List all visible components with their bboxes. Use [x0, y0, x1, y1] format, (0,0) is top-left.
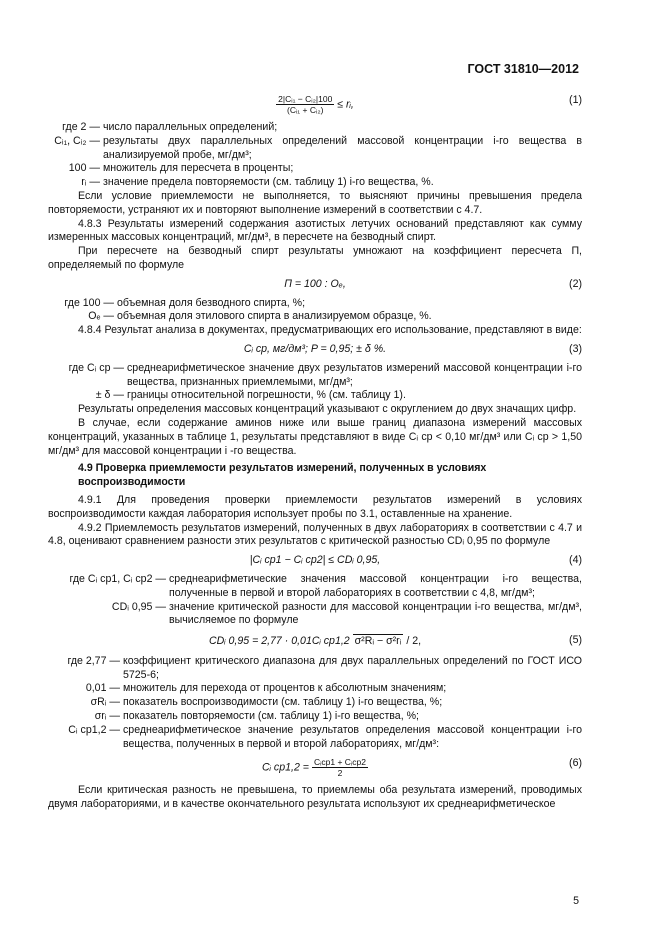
definition-row [48, 297, 582, 311]
formula-5-number: (5) [569, 634, 582, 647]
formula-6-number: (6) [569, 757, 582, 770]
definition-row [48, 162, 582, 176]
definition-text: показатель воспроизводимости (см. таблицу 1) i-го вещества, %; [123, 696, 443, 709]
formula-6-numerator: Cᵢср1 + Cᵢср2 [313, 757, 366, 768]
definition-text: среднеарифметическое значение результатов определения массовой концентрации i-го вещества, полученных в первой и второй лабораториях, мг/дм³: [123, 723, 582, 750]
definition-row [48, 310, 582, 324]
definition-text: значение предела повторяемости (см. таблицу 1) i-го вещества, %. [103, 176, 434, 189]
formula-1-denominator: (Cᵢ₁ + Cᵢ₂) [287, 105, 324, 115]
formula-1-fraction [276, 94, 334, 115]
definition-row [48, 121, 582, 135]
formula-5 [48, 634, 582, 649]
definitions-3 [48, 362, 582, 403]
definition-label: CDᵢ 0,95 — [111, 600, 166, 613]
definition-text: число параллельных определений; [103, 121, 278, 133]
definition-label: где Cᵢ ср — [68, 361, 124, 374]
formula-3-expression: Cᵢ ср, мг/дм³; P = 0,95; ± δ %. [243, 342, 387, 355]
standard-code: ГОСТ 31810—2012 [467, 62, 579, 76]
definition-row [48, 389, 582, 403]
page-number: 5 [573, 895, 579, 907]
formula-4 [48, 554, 582, 568]
definition-text: объемная доля безводного спирта, %; [117, 296, 306, 309]
formula-1-number: (1) [569, 94, 582, 106]
definition-row [48, 696, 582, 710]
definition-row [48, 135, 582, 163]
definition-label: ± δ — [95, 389, 124, 402]
definition-row [48, 724, 582, 752]
paragraph: При пересчете на безводный спирт результаты умножают на коэффициент пересчета П, определяемый по формуле [48, 245, 582, 271]
definition-text: показатель повторяемости (см. таблицу 1) i-го вещества, %; [123, 710, 419, 723]
section-heading-4-9: 4.9 Проверка приемлемости результатов измерений, полученных в условиях воспроизводимости [78, 462, 487, 489]
formula-6-fraction [312, 757, 368, 778]
formula-4-expression: |Cᵢ ср1 − Cᵢ ср2| ≤ CDᵢ 0,95, [249, 554, 381, 567]
definition-label: где 2,77 — [67, 654, 120, 667]
definition-text: границы относительной погрешности, % (см. таблицу 1). [127, 389, 406, 402]
definition-row [48, 682, 582, 696]
definition-label: σrᵢ — [94, 710, 120, 723]
formula-2 [48, 278, 582, 292]
definition-row [48, 601, 582, 629]
paragraph-4-8-3: 4.8.3 Результаты измерений содержания азотистых летучих оснований представляют как сумму измеренных массовых концентраций, мг/дм³, в пересчете на безводный спирт. [48, 217, 582, 244]
page-content [48, 88, 582, 812]
formula-2-expression: П = 100 : Oₑ, [284, 277, 346, 290]
definitions-5 [48, 655, 582, 752]
definition-text: значение критической разности для массовой концентрации i-го вещества, мг/дм³, вычисляемое по формуле [169, 600, 582, 627]
definition-text: результаты двух параллельных определений массовой концентрации i-го вещества в анализируемой пробе, мг/дм³; [103, 134, 582, 161]
definition-label: Cᵢ ср1,2 — [68, 723, 120, 736]
definition-label: rᵢ — [81, 176, 100, 189]
formula-1-numerator: 2|Cᵢ₁ − Cᵢ₂|100 [278, 94, 333, 104]
paragraph: Если критическая разность не превышена, то приемлемы оба результата измерений, проводимых двумя лабораториями, и в качестве окончательного результата используют их среднеарифметическое [48, 784, 582, 811]
formula-5-radical: σ²Rᵢ − σ²rᵢ [354, 635, 402, 648]
formula-6 [48, 757, 582, 778]
paragraph-4-9-2: 4.9.2 Приемлемость результатов измерений, полученных в двух лабораториях в соответствии с 4.7 и 4.8, оценивают сравнением разности этих результатов с критической разностью CDᵢ 0,95 по формуле [48, 521, 582, 548]
formula-3-number: (3) [569, 342, 582, 355]
definitions-2 [48, 297, 582, 325]
formula-3 [48, 343, 582, 357]
definition-label: σRᵢ — [90, 696, 120, 709]
paragraph: В случае, если содержание аминов ниже или выше границ диапазона измерений массовых концентраций, указанных в таблице 1, результаты представляют в виде Cᵢ ср < 0,10 мг/дм³ или Cᵢ ср > 1,50 мг/дм³ для массовой концентрации i -го вещества. [48, 416, 582, 457]
definition-label: где 100 — [64, 296, 114, 309]
definition-label: 100 — [68, 162, 100, 175]
definition-text: множитель для перехода от процентов к абсолютным значениям; [123, 682, 447, 695]
definition-label: Cᵢ₁, Cᵢ₂ — [54, 134, 100, 147]
definition-row [48, 362, 582, 390]
paragraph-4-9-1: 4.9.1 Для проведения проверки приемлемости результатов измерений в условиях воспроизводимости каждая лаборатория использует пробы по 3.1, оставленные на хранение. [48, 493, 582, 520]
definition-label: 0,01 — [85, 682, 120, 695]
paragraph-4-8-4: 4.8.4 Результат анализа в документах, предусматривающих его использование, представляют в виде: [78, 324, 582, 337]
definition-row [48, 655, 582, 683]
definition-label: где 2 — [62, 121, 100, 133]
definition-text: среднеарифметические значения массовой концентрации i-го вещества, полученные в первой и второй лабораториях в соответствии с 4,8, мг/дм³; [169, 572, 582, 599]
definition-label: Oₑ — [88, 310, 114, 323]
formula-4-number: (4) [569, 554, 582, 567]
definitions-1 [48, 121, 582, 190]
definitions-4 [48, 573, 582, 628]
definition-label: где Cᵢ ср1, Cᵢ ср2 — [69, 572, 166, 585]
definition-row [48, 573, 582, 601]
definition-row [48, 176, 582, 190]
definition-text: множитель для пересчета в проценты; [103, 162, 294, 175]
paragraph: Если условие приемлемости не выполняется, то выясняют причины превышения предела повторяемости, устраняют их и повторяют выполнение измерений в соответствии с 4.7. [48, 189, 582, 216]
definition-text: объемная доля этилового спирта в анализируемом образце, %. [117, 310, 432, 323]
definition-text: коэффициент критического диапазона для двух параллельных определений по ГОСТ ИСО 5725-6; [123, 654, 582, 681]
definition-row [48, 710, 582, 724]
formula-5-lhs: CDᵢ 0,95 = 2,77 · 0,01Cᵢ ср1,2 [208, 635, 350, 648]
definition-text: среднеарифметическое значение двух результатов измерений массовой концентрации i-го вещества, признанных приемлемыми, мг/дм³; [127, 361, 582, 388]
formula-1-rhs: ≤ rᵢ, [337, 98, 354, 111]
paragraph: Результаты определения массовых концентраций указывают с округлением до двух значащих цифр. [78, 403, 577, 416]
formula-6-lhs: Cᵢ ср1,2 = [262, 761, 309, 774]
formula-6-denominator: 2 [337, 768, 343, 779]
formula-1 [48, 94, 582, 115]
formula-2-number: (2) [569, 277, 582, 290]
formula-5-tail: / 2, [406, 635, 422, 648]
